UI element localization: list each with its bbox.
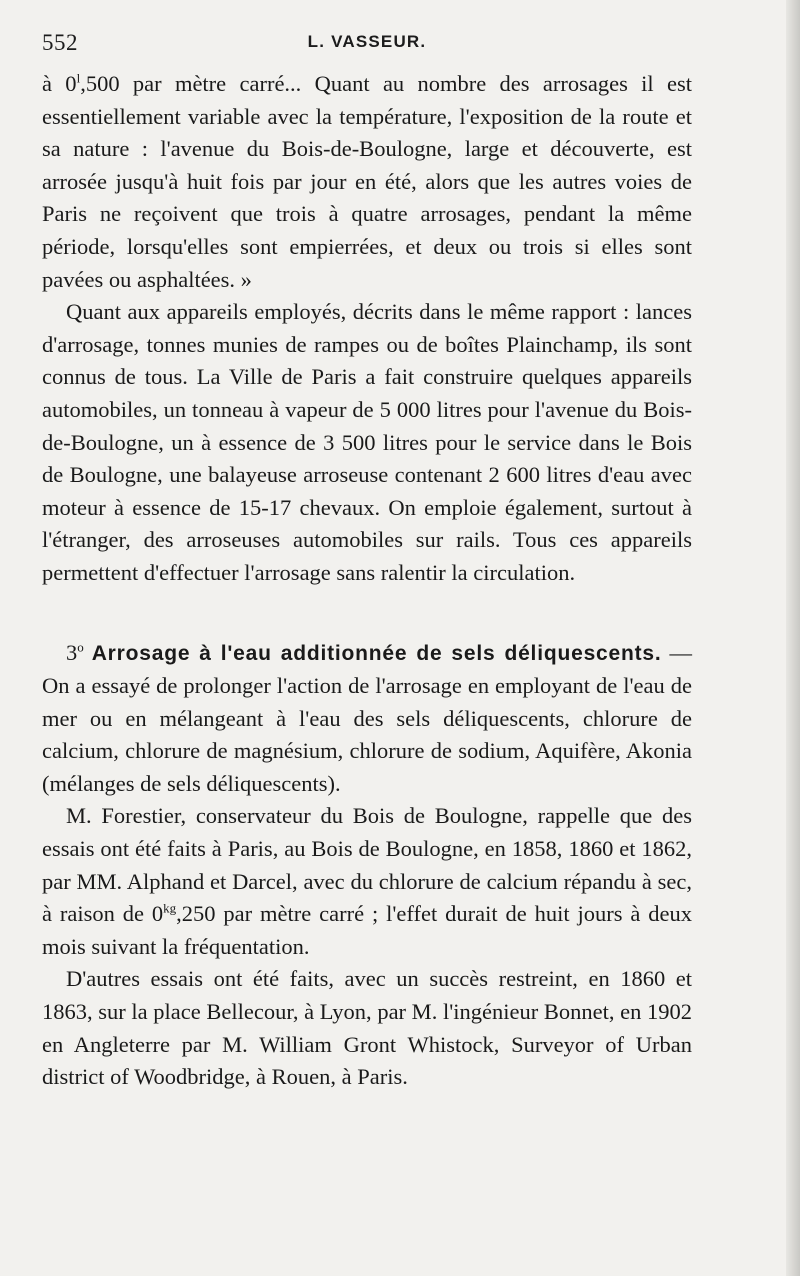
paragraph-1 [42, 68, 692, 296]
body-text [42, 68, 692, 1094]
section-3-number-superscript: o [77, 639, 84, 654]
page-edge [786, 0, 800, 1276]
paragraph-1-superscript: l [76, 70, 81, 86]
section-3-paragraph [42, 637, 692, 801]
paragraph-4-superscript: kg [163, 900, 177, 916]
paragraph-2: Quant aux appareils employés, décrits dans le même rapport : lances d'arrosage, tonnes munies de rampes ou de boîtes Plainchamp, ils sont connus de tous. La Ville de Paris a fait construire quelques appareils automobiles, un tonneau à vapeur de 5 000 litres pour l'avenue du Bois-de-Boulogne, un à essence de 3 500 litres pour le service dans le Bois de Boulogne, une balayeuse arroseuse contenant 2 600 litres d'eau avec moteur à essence de 15-17 chevaux. On emploie également, surtout à l'étranger, des arroseuses automobiles sur rails. Tous ces appareils permettent d'effectuer l'arrosage sans ralentir la circulation. [42, 299, 692, 585]
paragraph-4-end: ,250 par mètre carré ; l'effet durait de huit jours à deux mois suivant la fréquentation. [42, 901, 692, 959]
paragraph-4-start: M. Forestier, conservateur du Bois de Boulogne, rappelle que des essais ont été faits à Paris, au Bois de Boulogne, en 1858, 1860 et 1862, par MM. Alphand et Darcel, avec du chlorure de calcium répandu à sec, à raison de 0 [42, 803, 692, 927]
section-3-heading: Arrosage à l'eau additionnée de sels déliquescents. [91, 641, 662, 665]
paragraph-4 [42, 800, 692, 963]
paragraph-1-start: à 0 [42, 71, 77, 96]
paragraph-1-end: ,500 par mètre carré... Quant au nombre des arrosages il est essentiellement variable avec la température, l'exposition de la route et sa nature : l'avenue du Bois-de-Boulogne, large et découverte, est arrosée jusqu'à huit fois par jour en été, alors que les autres voies de Paris ne reçoivent que trois à quatre arrosages, pendant la même période, lorsqu'elles sont empierrées, et deux ou trois si elles sont pavées ou asphaltées. » [42, 71, 692, 292]
page-header [42, 30, 692, 60]
running-head: L. VASSEUR. [307, 32, 427, 51]
paragraph-5: D'autres essais ont été faits, avec un succès restreint, en 1860 et 1863, sur la place Bellecour, à Lyon, par M. l'ingénieur Bonnet, en 1902 en Angleterre par M. William Gront Whistock, Surveyor of Urban district of Woodbridge, à Rouen, à Paris. [42, 966, 692, 1090]
page-number: 552 [42, 30, 78, 55]
section-3-text: — On a essayé de prolonger l'action de l'arrosage en employant de l'eau de mer ou en mélangeant à l'eau des sels déliquescents, chlorure de calcium, chlorure de magnésium, chlorure de sodium, Aquifère, Akonia (mélanges de sels déliquescents). [42, 639, 693, 796]
section-3-number: 3 [66, 639, 78, 665]
